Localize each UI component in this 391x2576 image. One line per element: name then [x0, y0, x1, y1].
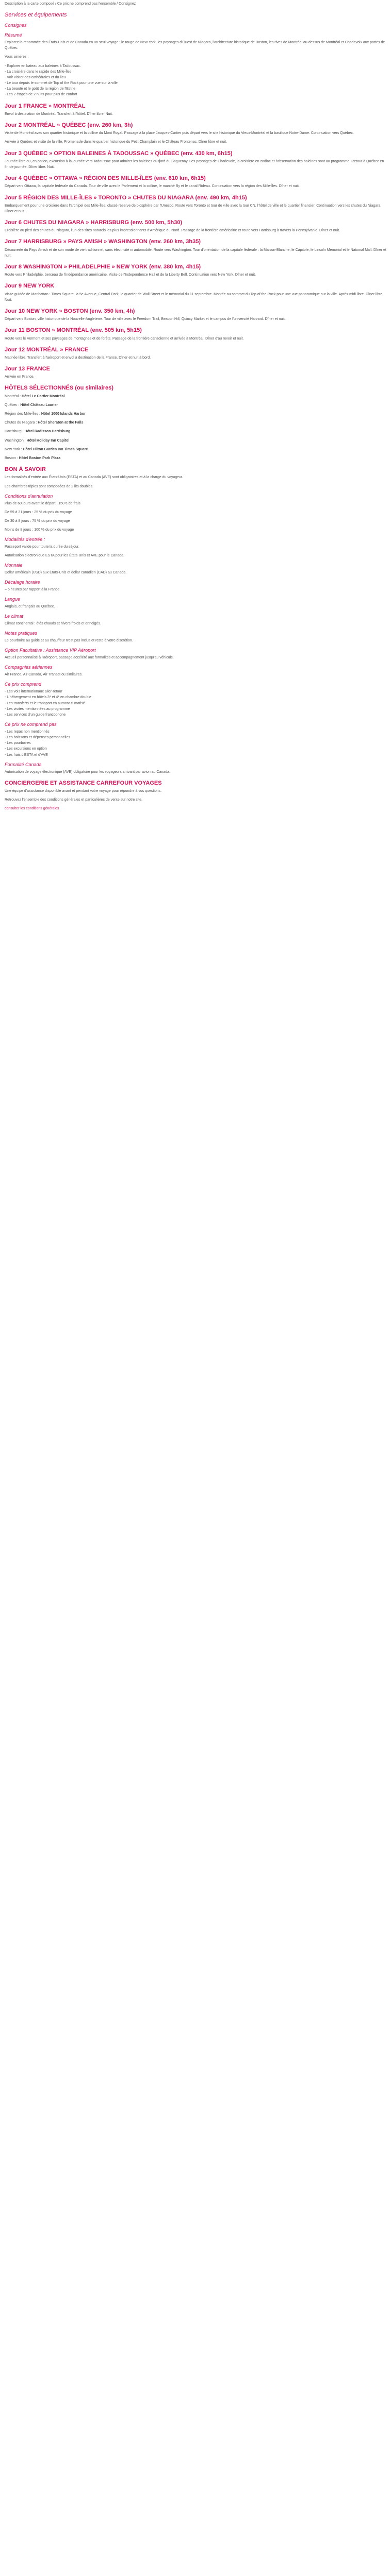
list-item: - Les services d'un guide francophone	[5, 712, 387, 718]
climat-title: Le climat	[5, 614, 24, 619]
list-item: - L'hébergement en hôtels 3* et 4* en chambre double	[5, 694, 387, 700]
option-text: Accueil personnalisé à l'aéroport, passage accéléré aux formalités et accompagnement jusqu'au véhicule.	[5, 656, 174, 660]
hotel-city: Québec	[5, 403, 18, 407]
day-title: Jour 7 HARRISBURG » PAYS AMISH » WASHINGTON (env. 260 km, 3h35)	[5, 239, 201, 245]
list-item: - Les pourboires	[5, 740, 387, 746]
ce-prix-title: Ce prix comprend	[5, 682, 42, 687]
list-item: - Les excursions en option	[5, 746, 387, 752]
hotel-item: Québec : Hôtel Château Laurier	[5, 403, 58, 407]
hotel-name: Hôtel Sheraton at the Falls	[38, 421, 84, 425]
list-item: - Les transferts et le transport en autocar climatisé	[5, 701, 387, 706]
day-text: Visite de Montréal avec son quartier historique et la colline du Mont Royal. Passage à la place Jacques-Cartier puis départ vers le site historique du Vieux-Montréal et la basilique Notre-Dame. Continuation vers Québec.	[5, 131, 354, 135]
conditions-text: De 30 à 8 jours : 75 % du prix du voyage	[5, 519, 70, 523]
formalite-title: Formalité Canada	[5, 761, 42, 767]
conciergerie-text: Une équipe d'assistance disponible avant et pendant votre voyage pour répondre à vos questions.	[5, 789, 162, 793]
intro-text: Description à la carte composé / Ce prix ne comprend pas l'ensemble / Consignez	[5, 2, 136, 6]
modalites-text: Passeport valide pour toute la durée du séjour.	[5, 545, 79, 549]
page	[0, 1, 391, 2216]
bon-savoir-text: Les chambres triples sont composées de 2 lits doubles.	[5, 484, 93, 488]
list-item: - Les vols internationaux aller-retour	[5, 689, 387, 694]
list-item: - La croisière dans le rapide des Mille-Îles	[5, 69, 387, 75]
conciergerie-title: CONCIERGERIE ET ASSISTANCE CARREFOUR VOYAGES	[5, 779, 162, 786]
hotel-item: New York : Hôtel Hilton Garden Inn Times Square	[5, 447, 88, 451]
hotel-item: Washington : Hôtel Holiday Inn Capitol	[5, 438, 70, 443]
day-text: Journée libre ou, en option, excursion à la journée vers Tadoussac pour admirer les baleines du fjord du Saguenay. Les paysages de Charlevoix, la croisière en zodiac et l'observation des baleines sont au programme. Retour à Québec en fin de journée. Dîner libre. Nuit.	[5, 159, 384, 169]
conditions-text: Plus de 60 jours avant le départ : 150 € de frais	[5, 501, 80, 505]
day-text: Départ vers Ottawa, la capitale fédérale du Canada. Tour de ville avec le Parlement et la colline, le marché By et le canal Rideau. Continuation vers la région des Mille-Îles. Dîner et nuit.	[5, 184, 300, 189]
hotel-city: Montréal	[5, 394, 19, 398]
hotel-name: Hôtel Château Laurier	[20, 403, 58, 407]
hotel-city: Harrisburg	[5, 430, 22, 434]
conciergerie-text: Retrouvez l'ensemble des conditions générales et particulières de vente sur notre site.	[5, 798, 143, 802]
hotel-city: Boston	[5, 456, 16, 460]
resume-text: Explorez la renommée des États-Unis et de Canada en un seul voyage : le rouge de New York, les paysages d'Ouest de Niagara, l'architecture historique de Boston, les rives de Montréal au-dessus de Montréal et Charlevoix aux portes de Québec.	[5, 40, 385, 50]
list-item: - Les frais d'ESTA et d'AVE	[5, 752, 387, 758]
ce-prix-list	[5, 689, 387, 718]
list-item: - Les 2 étapes de 2 nuits pour plus de confort	[5, 92, 387, 97]
compagnies-text: Air France, Air Canada, Air Transat ou similaires.	[5, 673, 83, 677]
conditions-text: Moins de 8 jours : 100 % du prix du voyage	[5, 528, 74, 532]
conditions-link[interactable]: consulter les conditions générales	[5, 807, 59, 811]
highlights-list	[5, 63, 387, 98]
list-item: - Le tour depuis le sommet de Top of the Rock pour une vue sur la ville	[5, 80, 387, 86]
day-text: Embarquement pour une croisière dans l'archipel des Mille-Îles, classé réserve de biosphère par l'Unesco. Route vers Toronto et tour de ville avec la tour CN, l'hôtel de ville et le quartier financier. Continuation vers les chutes du Niagara. Dîner et nuit.	[5, 204, 382, 213]
list-item: - Les boissons et dépenses personnelles	[5, 735, 387, 740]
bon-savoir-text: Les formalités d'entrée aux États-Unis (ESTA) et au Canada (AVE) sont obligatoires et à la charge du voyageur.	[5, 476, 183, 480]
hotel-item: Boston : Hôtel Boston Park Plaza	[5, 456, 61, 460]
hotel-name: Hôtel Le Cartier Montréal	[22, 394, 65, 398]
bon-savoir-title: BON À SAVOIR	[5, 466, 46, 473]
day-text: Route vers Philadelphie, berceau de l'indépendance américaine. Visite de l'Independence Hall et de la Liberty Bell. Continuation vers New York. Dîner et nuit.	[5, 273, 256, 277]
hotel-city: Région des Mille-Îles	[5, 412, 38, 416]
option-title: Option Facultative : Assistance VIP Aéroport	[5, 648, 96, 653]
day-title: Jour 9 NEW YORK	[5, 283, 55, 290]
conditions-text: De 59 à 31 jours : 25 % du prix du voyage	[5, 510, 72, 514]
day-title: Jour 4 QUÉBEC » OTTAWA » RÉGION DES MILLE-ÎLES (env. 610 km, 6h15)	[5, 175, 206, 182]
hotel-name: Hôtel Hilton Garden Inn Times Square	[23, 447, 88, 451]
section-title-services: Services et équipements	[5, 12, 67, 19]
modalites-text: Autorisation électronique ESTA pour les États-Unis et AVE pour le Canada.	[5, 554, 125, 558]
ce-prix-ne-title: Ce prix ne comprend pas	[5, 722, 57, 727]
hotel-name: Hôtel Radisson Harrisburg	[24, 430, 71, 434]
day-title: Jour 11 BOSTON » MONTRÉAL (env. 505 km, 5h15)	[5, 327, 142, 334]
day-title: Jour 5 RÉGION DES MILLE-ÎLES » TORONTO » CHUTES DU NIAGARA (env. 490 km, 4h15)	[5, 194, 247, 201]
day-text: Route vers le Vermont et ses paysages de montagnes et de forêts. Passage de la frontière canadienne et arrivée à Montréal. Dîner d'au revoir et nuit.	[5, 336, 244, 341]
day-text: Arrivée en France.	[5, 375, 35, 379]
decalage-text: – 6 heures par rapport à la France.	[5, 588, 61, 592]
notes-title: Notes pratiques	[5, 631, 38, 636]
bullets-title: Vous aimerez :	[5, 55, 29, 59]
hotel-name: Hôtel Holiday Inn Capitol	[26, 438, 70, 443]
notes-text: Le pourboire au guide et au chauffeur n'est pas inclus et reste à votre discrétion.	[5, 639, 133, 643]
subsection-title-resume: Résumé	[5, 32, 22, 38]
list-item: - Voir visiter des cathédrales et du lieu	[5, 75, 387, 80]
hotel-item: Région des Mille-Îles : Hôtel 1000 Islands Harbor	[5, 412, 86, 416]
climat-text: Climat continental : étés chauds et hivers froids et enneigés.	[5, 622, 101, 626]
day-title: Jour 3 QUÉBEC » OPTION BALEINES À TADOUSSAC » QUÉBEC (env. 430 km, 6h15)	[5, 150, 233, 157]
list-item: - La beauté et le goût de la région de l'Estrie	[5, 86, 387, 92]
hotel-item: Montréal : Hôtel Le Cartier Montréal	[5, 394, 65, 398]
compagnies-title: Compagnies aériennes	[5, 665, 53, 670]
list-item: - Les visites mentionnées au programme	[5, 706, 387, 712]
langue-title: Langue	[5, 597, 21, 602]
langue-text: Anglais, et français au Québec.	[5, 605, 55, 609]
day-text: Découverte du Pays Amish et de son mode de vie traditionnel, sans électricité ni automobile. Route vers Washington. Tour d'orientation de la capitale fédérale : la Maison-Blanche, le Capitole, le Lincoln Memorial et le National Mall. Dîner et nuit.	[5, 248, 386, 258]
list-item: - Explorer en bateau aux baleines à Tadoussac.	[5, 63, 387, 69]
hotel-name: Hôtel 1000 Islands Harbor	[41, 412, 86, 416]
hotel-item: Chutes du Niagara : Hôtel Sheraton at the Falls	[5, 421, 84, 425]
hotel-city: Chutes du Niagara	[5, 421, 35, 425]
ce-prix-ne-list	[5, 729, 387, 758]
decalage-title: Décalage horaire	[5, 580, 40, 585]
day-text: Visite guidée de Manhattan : Times Square, la 5e Avenue, Central Park, le quartier de Wall Street et le mémorial du 11 septembre. Montée au sommet du Top of the Rock pour une vue panoramique sur la ville. Après-midi libre. Dîner libre. Nuit.	[5, 292, 384, 302]
hotel-city: Washington	[5, 438, 24, 443]
conditions-title: Conditions d'annulation	[5, 493, 53, 499]
monnaie-text: Dollar américain (USD) aux États-Unis et dollar canadien (CAD) au Canada.	[5, 571, 127, 575]
formalite-text: Autorisation de voyage électronique (AVE) obligatoire pour les voyageurs arrivant par avion au Canada.	[5, 770, 170, 774]
hotel-item: Harrisburg : Hôtel Radisson Harrisburg	[5, 430, 71, 434]
day-text: Matinée libre. Transfert à l'aéroport et envol à destination de la France. Dîner et nuit à bord.	[5, 355, 151, 360]
day-text: Croisière au pied des chutes du Niagara, l'un des sites naturels les plus impressionnants d'Amérique du Nord. Passage de la frontière américaine et route vers Harrisburg à travers la Pennsylvanie. Dîner et nuit.	[5, 229, 340, 233]
subsection-title-consignes: Consignes	[5, 23, 27, 28]
list-item: - Les repas non mentionnés	[5, 729, 387, 735]
hotel-city: New York	[5, 447, 20, 451]
day-title: Jour 13 FRANCE	[5, 366, 51, 372]
day-text: Envol à destination de Montréal. Transfert à l'hôtel. Dîner libre. Nuit.	[5, 112, 113, 116]
blank-area	[5, 815, 387, 2216]
day-title: Jour 10 NEW YORK » BOSTON (env. 350 km, 4h)	[5, 308, 135, 314]
hotels-title: HÔTELS SÉLECTIONNÉS (ou similaires)	[5, 385, 113, 392]
day-text: Arrivée à Québec et visite de la ville. Promenade dans le quartier historique du Petit Champlain et le Château Frontenac. Dîner libre et nuit.	[5, 140, 227, 144]
day-title: Jour 2 MONTRÉAL » QUÉBEC (env. 260 km, 3h)	[5, 122, 133, 129]
day-title: Jour 6 CHUTES DU NIAGARA » HARRISBURG (env. 500 km, 5h30)	[5, 219, 183, 226]
day-title: Jour 1 FRANCE » MONTRÉAL	[5, 103, 86, 109]
day-title: Jour 12 MONTRÉAL » FRANCE	[5, 346, 89, 353]
day-title: Jour 8 WASHINGTON » PHILADELPHIE » NEW YORK (env. 380 km, 4h15)	[5, 264, 201, 270]
hotel-name: Hôtel Boston Park Plaza	[19, 456, 61, 460]
monnaie-title: Monnaie	[5, 563, 23, 568]
modalites-title: Modalités d'entrée :	[5, 537, 45, 543]
day-text: Départ vers Boston, ville historique de la Nouvelle-Angleterre. Tour de ville avec le Freedom Trail, Beacon Hill, Quincy Market et le campus de l'université Harvard. Dîner et nuit.	[5, 317, 286, 321]
